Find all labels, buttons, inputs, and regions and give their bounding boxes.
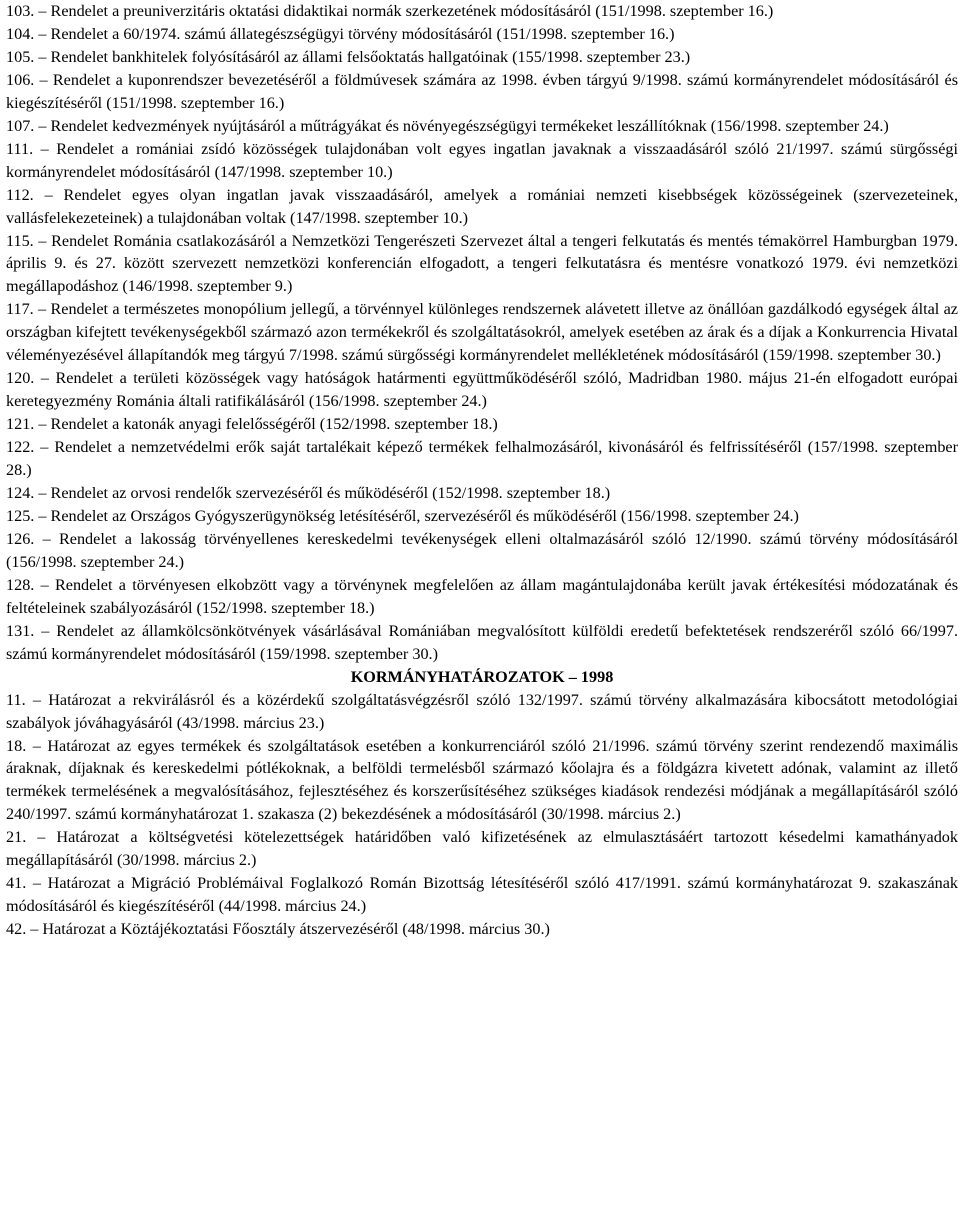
- decree-entry: 131. – Rendelet az államkölcsönkötvények vásárlásával Romániában megvalósított külföldi eredetű befektetések rendszeréről szóló 66/1997. számú kormányrendelet módosításáról (159/1998. szeptember 30.): [6, 621, 958, 663]
- section-heading: KORMÁNYHATÁROZATOK – 1998: [350, 667, 614, 686]
- decree-entry: 103. – Rendelet a preuniverzitáris oktatási didaktikai normák szerkezetének módosításáról (151/1998. szeptember 16.): [6, 2, 774, 20]
- decree-list: [6, 0, 958, 666]
- decree-entry: 104. – Rendelet a 60/1974. számú állategészségügyi törvény módosításáról (151/1998. szeptember 16.): [6, 24, 675, 43]
- resolution-entry: 18. – Határozat az egyes termékek és szolgáltatások esetében a konkurrenciáról szóló 21/1996. számú törvény szerint rendezendő maximális áraknak, díjaknak és kereskedelmi pótlékoknak, a belföldi termelésből származó kőolajra és a földgázra kivetett adónak, valamint az illető termékek termelésének a megvalósításához, fejlesztéséhez és korszerűsítéséhez szükséges kiadások rendezési módjának a megállapításáról szóló 240/1997. számú kormányhatározat 1. szakasza (2) bekezdésének a módosításáról (30/1998. március 2.): [6, 736, 958, 824]
- resolution-entry: 21. – Határozat a költségvetési kötelezettségek határidőben való kifizetésének az elmulasztásáért tartozott késedelmi kamathányadok megállapításáról (30/1998. március 2.): [6, 828, 958, 870]
- decree-entry: 121. – Rendelet a katonák anyagi felelősségéről (152/1998. szeptember 18.): [6, 415, 498, 434]
- resolution-entry: 42. – Határozat a Köztájékoztatási Főosztály átszervezéséről (48/1998. március 30.): [6, 920, 550, 939]
- decree-entry: 122. – Rendelet a nemzetvédelmi erők saját tartalékait képező termékek felhalmozásáról, kivonásáról és felfrissítéséről (157/1998. szeptember 28.): [6, 438, 958, 480]
- resolution-list: [6, 689, 958, 941]
- resolution-entry: 11. – Határozat a rekvirálásról és a közérdekű szolgáltatásvégzésről szóló 132/1997. számú törvény alkalmazására kibocsátott metodológiai szabályok jóváhagyásáról (43/1998. március 23.): [6, 690, 958, 732]
- decree-entry: 125. – Rendelet az Országos Gyógyszerügynökség letésítéséről, szervezéséről és működéséről (156/1998. szeptember 24.): [6, 506, 799, 525]
- decree-entry: 128. – Rendelet a törvényesen elkobzött vagy a törvénynek megfelelően az állam magántulajdonába került javak értékesítési módozatának és feltételeinek szabályozásáról (152/1998. szeptember 18.): [6, 575, 958, 617]
- decree-entry: 112. – Rendelet egyes olyan ingatlan javak visszaadásáról, amelyek a romániai nemzeti kisebbségek közösségeinek (szervezeteinek, vallásfelekezeteinek) a tulajdonában voltak (147/1998. szeptember 10.): [6, 185, 958, 227]
- decree-entry: 106. – Rendelet a kuponrendszer bevezetéséről a földmúvesek számára az 1998. évben tárgyú 9/1998. számú kormányrendelet módosításáról és kiegészítéséről (151/1998. szeptember 16.): [6, 70, 958, 112]
- decree-entry: 117. – Rendelet a természetes monopólium jellegű, a törvénnyel különleges rendszernek alávetett illetve az önállóan gazdálkodó egységek által az országban kifejtett tevékenységekből származó azon termékekről és szolgáltatásokról, amelyek esetében az árak és a díjak a Konkurrencia Hivatal véleményezésével állapítandók meg tárgyú 7/1998. számú sürgősségi kormányrendelet mellékletének módosításáról (159/1998. szeptember 30.): [6, 300, 958, 365]
- decree-entry: 124. – Rendelet az orvosi rendelők szervezéséről és működéséről (152/1998. szeptember 18.): [6, 484, 611, 503]
- resolution-entry: 41. – Határozat a Migráció Problémáival Foglalkozó Román Bizottság létesítéséről szóló 417/1991. számú kormányhatározat 9. szakaszának módosításáról és kiegészítéséről (44/1998. március 24.): [6, 874, 958, 916]
- decree-entry: 105. – Rendelet bankhitelek folyósításáról az állami felsőoktatás hallgatóinak (155/1998. szeptember 23.): [6, 47, 691, 66]
- decree-entry: 115. – Rendelet Románia csatlakozásáról a Nemzetközi Tengerészeti Szervezet által a tengeri felkutatás és mentés témakörrel Hamburgban 1979. április 9. és 27. között szervezett nemzetközi konferencián elfogadott, a tengeri felkutatásra és mentésre vonatkozó 1979. évi nemzetközi megállapodáshoz (146/1998. szeptember 9.): [6, 231, 958, 296]
- decree-entry: 107. – Rendelet kedvezmények nyújtásáról a műtrágyákat és növényegészségügyi termékeket leszállítóknak (156/1998. szeptember 24.): [6, 116, 889, 135]
- decree-entry: 126. – Rendelet a lakosság törvényellenes kereskedelmi tevékenységek elleni oltalmazásáról szóló 12/1990. számú törvény módosításáról (156/1998. szeptember 24.): [6, 529, 958, 571]
- decree-entry: 111. – Rendelet a romániai zsídó közösségek tulajdonában volt egyes ingatlan javaknak a visszaadásáról szóló 21/1997. számú sürgősségi kormányrendelet módosításáról (147/1998. szeptember 10.): [6, 139, 958, 181]
- decree-entry: 120. – Rendelet a területi közösségek vagy hatóságok határmenti együttműködéséről szóló, Madridban 1980. május 21-én elfogadott európai keretegyezmény Románia általi ratifikálásáról (156/1998. szeptember 24.): [6, 369, 958, 411]
- document-page: [6, 0, 958, 941]
